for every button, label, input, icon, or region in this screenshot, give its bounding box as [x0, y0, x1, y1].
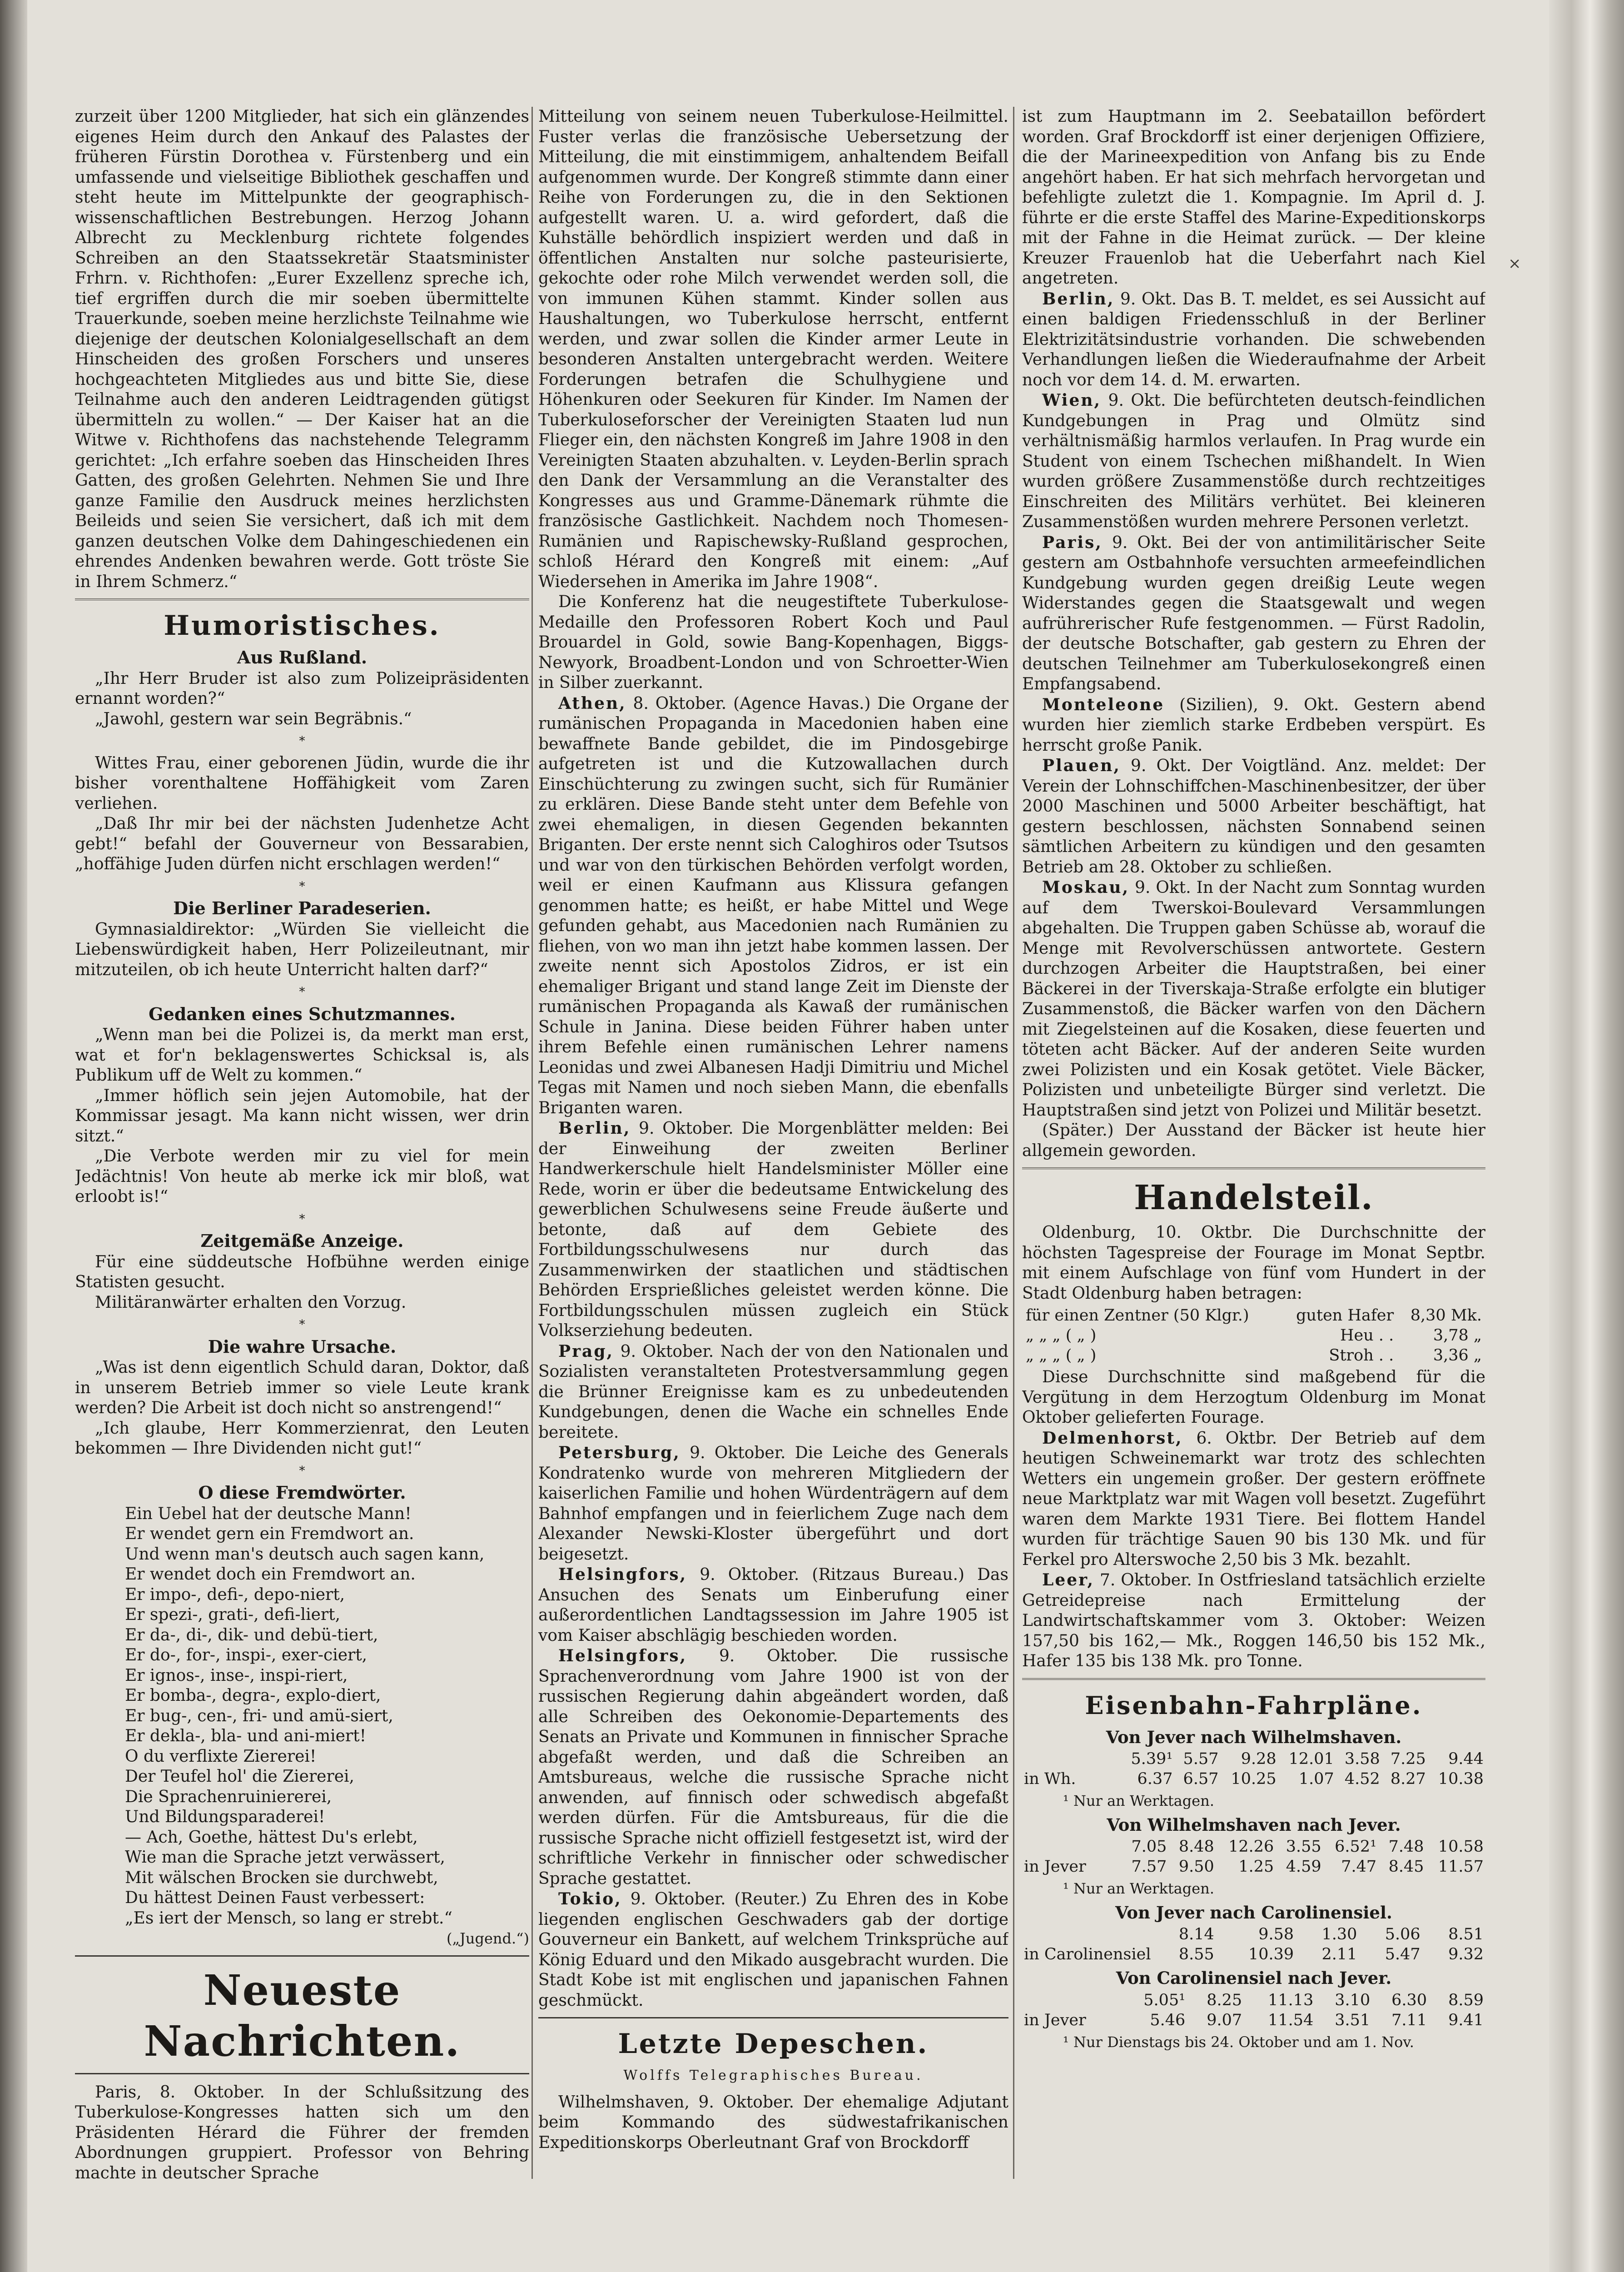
column-right — [1022, 107, 1485, 2197]
poem-line: Der Teufel hol' die Ziererei, — [125, 1767, 354, 1786]
timetable-title: Von Jever nach Wilhelmshaven. — [1106, 1727, 1402, 1747]
poem-title: O diese Fremdwörter. — [198, 1482, 406, 1503]
news-paragraph: Berlin, 9. Oktober. Die Morgenblätter melden: Bei der Einweihung der zweiten Berliner Handwerkerschule hielt Handelsminister Möller eine Rede, worin er über die bedeutsame Entwickelung des gewerblichen Schulwesens seine Freude äußerte und betonte, daß auf dem Gebiete des Fortbildungsschulwesens nur durch das Zusammenwirken der staatlichen und städtischen Behörden Ersprießliches geleistet werden könne. Die Fortbildungsschulen müssen zugleich ein Stück Volkserziehung bedeuten. — [538, 1119, 1008, 1340]
timetable-row — [1022, 1990, 1485, 2010]
humor-paragraph: Für eine süddeutsche Hofbühne werden einige Statisten gesucht. — [75, 1252, 529, 1291]
departure-time: 9.07 — [1207, 2011, 1242, 2029]
departure-time: 1.07 — [1298, 1770, 1334, 1788]
news-paragraph: Wien, 9. Okt. Die befürchteten deutsch-feindlichen Kundgebungen in Prag und Olmütz sind verhältnismäßig harmlos verlaufen. In Prag wurde ein Student von einem Tschechen mißhandelt. In Wien wurden größere Zusammenstöße durch rechtzeitiges Einschreiten des Militärs verhütet. Bei kleineren Zusammenstößen wurden mehrere Personen verletzt. — [1022, 391, 1485, 531]
timetable-row-label: in Carolinensiel — [1024, 1945, 1151, 1963]
dateline: Petersburg, — [558, 1443, 680, 1462]
fodder-price-table — [1022, 1305, 1485, 1365]
dateline: Plauen, — [1042, 756, 1121, 775]
poem-line: Wie man die Sprache jetzt verwässert, — [125, 1848, 445, 1867]
price-cell: Stroh . . — [1329, 1346, 1394, 1365]
departure-time: 1.30 — [1321, 1925, 1357, 1943]
column-rule — [1013, 107, 1014, 2179]
poem-line: Er bug-, cen-, fri- und amü-siert, — [125, 1706, 393, 1725]
timetable-row-label: in Wh. — [1024, 1770, 1076, 1788]
dateline: Wien, — [1042, 391, 1102, 410]
departure-time: 10.58 — [1438, 1838, 1484, 1856]
news-paragraph: Athen, 8. Oktober. (Agence Havas.) Die Organe der rumänischen Propaganda in Macedonien haben eine bewaffnete Bande gebildet, die im Pindosgebirge aufgetreten ist und die Kutzowallachen durch Einschüchterung zu zwingen sucht, sich für Rumänier zu erklären. Diese Bande steht unter dem Befehle von zwei ehemaligen, in diesen Gegenden bekannten Briganten. Der erste nennt sich Caloghiros oder Tsutsos und war von den türkischen Behörden verfolgt worden, weil er einen Kaufmann aus Klissura gefangen genommen hatte; es heißt, er habe Mittel und Wege gefunden gehabt, aus Macedonien nach Rumänien zu fliehen, von wo man ihn jetzt habe kommen lassen. Der zweite nennt sich Apostolos Zidros, er ist ein ehemaliger Brigant und stand lange Zeit im Dienste der rumänischen Propaganda als Kawaß der rumänischen Schule in Janina. Diese beiden Führer haben unter ihrem Befehle einen rumänischen Lehrer namens Leonidas und zwei Albanesen Hadji Dimitriu und Michel Tegas mit Namen und noch sieben Mann, die ebenfalls Briganten waren. — [538, 693, 1008, 1117]
humor-item-title: Zeitgemäße Anzeige. — [200, 1231, 404, 1251]
dispatch-heading: Letzte Depeschen. — [618, 2028, 929, 2060]
paragraph: zurzeit über 1200 Mitglieder, hat sich ein glänzendes eigenes Heim durch den Ankauf des Palastes der früheren Fürstin Dorothea v. Fürstenberg und ein umfassende und vielseitige Bibliothek geschaffen und steht heute im Mittelpunkte der geographisch-wissenschaftlichen Bestrebungen. Herzog Johann Albrecht zu Mecklenburg richtete folgendes Schreiben an den Staatssekretär Staatsminister Frhrn. v. Richthofen: „Eurer Exzellenz spreche ich, tief ergriffen durch die mir soeben übermittelte Trauerkunde, soeben meine herzlichste Teilnahme wie diejenige der deutschen Kolonialgesellschaft an dem Hinscheiden des großen Forschers und unseres hochgeachteten Mitgliedes aus und bitte Sie, diese Teilnahme auch den anderen Leidtragenden gütigst übermitteln zu wollen.“ — Der Kaiser hat an die Witwe v. Richthofens das nachstehende Telegramm gerichtet: „Ich erfahre soeben das Hinscheiden Ihres Gatten, des großen Gelehrten. Nehmen Sie und Ihre ganze Familie den Ausdruck meines herzlichsten Beileids und seien Sie versichert, daß ich mit dem ganzen deutschen Volke dem Dahingeschiedenen ein ehrendes Andenken bewahren werde. Gott tröste Sie in Ihrem Schmerz.“ — [75, 107, 529, 591]
departure-time: 5.57 — [1183, 1750, 1219, 1768]
humor-paragraph: „Was ist denn eigentlich Schuld daran, Doktor, daß in unserem Betrieb immer so viele Leute krank werden? Die Arbeit ist doch nicht so anstrengend!“ — [75, 1358, 529, 1417]
column-rule — [531, 107, 533, 2179]
poem-line: Mit wälschen Brocken sie durchwebt, — [125, 1868, 438, 1887]
departure-time: 8.27 — [1390, 1770, 1426, 1788]
poem-line: Du hättest Deinen Faust verbessert: — [125, 1888, 425, 1907]
news-paragraph: Helsingfors, 9. Oktober. Die russische Sprachenverordnung vom Jahre 1900 ist von der russischen Regierung dahin abgeändert worden, daß alle Schreiben des Oekonomie-Departements des Senats an Private und Kommunen in finnischer Sprache abgefaßt werden, und daß die Schreiben an Amtsbureaus, welche die russische Sprache nicht anwenden, auf finnisch oder schwedisch abgefaßt werden dürfen. Für die Amtsbureaus, für die die russische Sprache nicht offiziell festgesetzt ist, wird der schriftliche Verkehr in finnischer oder schwedischer Sprache gestattet. — [538, 1646, 1008, 1888]
timetable-footnote: ¹ Nur an Werktagen. — [1063, 1792, 1214, 1809]
section-divider — [1022, 1167, 1485, 1169]
departure-time: 8.51 — [1448, 1925, 1484, 1943]
price-cell: Heu . . — [1340, 1326, 1394, 1345]
dispatch-text: Wilhelmshaven, 9. Oktober. Der ehemalige Adjutant beim Kommando des südwestafrikanischen Expeditionskorps Oberleutnant Graf von Brockdorff — [538, 2093, 1008, 2152]
poem-line: — Ach, Goethe, hättest Du's erlebt, — [125, 1828, 418, 1847]
departure-time: 2.11 — [1321, 1945, 1357, 1963]
humor-heading: Humoristisches. — [164, 610, 441, 642]
section-divider — [75, 2073, 529, 2074]
timetable — [1022, 1924, 1485, 1964]
poem-line: O du verflixte Ziererei! — [125, 1747, 317, 1766]
departure-time: 9.50 — [1178, 1858, 1214, 1876]
humor-item-title: Gedanken eines Schutzmannes. — [149, 1003, 456, 1024]
separator-asterisk: * — [299, 734, 305, 748]
separator-asterisk: * — [299, 1212, 305, 1226]
departure-time: 5.47 — [1385, 1945, 1420, 1963]
departure-time: 7.11 — [1391, 2011, 1427, 2029]
humor-paragraph: „Wenn man bei die Polizei is, da merkt man erst, wat et for'n beklagenswertes Schicksal is, als Publikum uff de Welt zu kommen.“ — [75, 1026, 529, 1085]
news-paragraph: Helsingfors, 9. Oktober. (Ritzaus Bureau.) Das Ansuchen des Senats um Einberufung einer außerordentlichen Landtagssession im Jahre 1905 ist vom Kaiser abschlägig beschieden worden. — [538, 1565, 1008, 1645]
newspaper-page — [27, 0, 1549, 2272]
price-cell: für einen Zentner (50 Klgr.) — [1026, 1306, 1249, 1325]
poem-credit: („Jugend.“) — [446, 1930, 529, 1947]
departure-time: 5.06 — [1385, 1925, 1420, 1943]
timetable-row — [1022, 1857, 1485, 1877]
departure-time: 6.57 — [1183, 1770, 1219, 1788]
departure-time: 7.47 — [1341, 1858, 1377, 1876]
dateline: Helsingfors, — [558, 1565, 687, 1584]
humor-item-title: Aus Rußland. — [237, 647, 368, 668]
margin-mark: × — [1508, 254, 1521, 273]
news-paragraph: Mitteilung von seinem neuen Tuberkulose-Heilmittel. Fuster verlas die französische Uebersetzung der Mitteilung, die mit einstimmigem, anhaltendem Beifall aufgenommen wurde. Der Kongreß stimmte dann einer Reihe von Forderungen zu, die in den Sektionen aufgestellt waren. U. a. wird gefordert, daß die Kuhställe behördlich inspiziert werden und daß in öffentlichen Anstalten nur solche pasteurisierte, gekochte oder rohe Milch verwendet werden soll, die von immunen Kühen stammt. Kinder sollen aus Haushaltungen, wo Tuberkulose herrscht, entfernt werden, und zwar sollen die Kinder armer Leute in besonderen Anstalten untergebracht werden. Weitere Forderungen betrafen die Schulhygiene und Höhenkuren oder Seekuren für Kinder. Im Namen der Tuberkuloseforscher der Vereinigten Staaten lud nun Flieger ein, den nächsten Kongreß im Jahre 1908 in den Vereinigten Staaten abzuhalten. v. Leyden-Berlin sprach den Dank der Versammlung an die Veranstalter des Kongresses aus und Gramme-Dänemark rühmte die französische Gastlichkeit. Nachdem noch Thomesen-Rumänien und Rapischewsky-Rußland gesprochen, schloß Hérard den Kongreß mit einem: „Auf Wiedersehen in Amerika im Jahre 1908“. — [538, 107, 1008, 591]
poem-line: „Es iert der Mensch, so lang er strebt.“ — [125, 1908, 452, 1928]
intro-text — [75, 107, 529, 592]
poem-line: Er dekla-, bla- und ani-miert! — [125, 1727, 367, 1745]
dateline: Tokio, — [558, 1889, 622, 1908]
departure-time: 9.28 — [1241, 1750, 1276, 1768]
poem-line: Und wenn man's deutsch auch sagen kann, — [125, 1545, 485, 1564]
departure-time: 7.05 — [1131, 1838, 1167, 1856]
departure-time: 6.37 — [1137, 1770, 1173, 1788]
rail-heading: Eisenbahn-Fahrpläne. — [1085, 1690, 1423, 1720]
timetable-title: Von Wilhelmshaven nach Jever. — [1107, 1814, 1401, 1835]
timetable-row-label: in Jever — [1024, 1858, 1086, 1876]
news-heading: Neueste Nachrichten. — [144, 1965, 461, 2066]
timetable-row — [1022, 1749, 1485, 1769]
humor-paragraph: „Daß Ihr mir bei der nächsten Judenhetze Acht gebt!“ befahl der Gouverneur von Bessarabien, „hoffähige Juden dürfen nicht erschlagen werden!“ — [75, 814, 529, 873]
dateline: Berlin, — [558, 1119, 631, 1138]
departure-time: 8.55 — [1178, 1945, 1214, 1963]
departure-time: 5.05¹ — [1143, 1991, 1186, 2009]
dateline: Moskau, — [1042, 878, 1130, 897]
poem-line: Er wendet doch ein Fremdwort an. — [125, 1565, 416, 1584]
news-paragraph: ist zum Hauptmann im 2. Seebataillon befördert worden. Graf Brockdorff ist einer derjenigen Offiziere, die der Marineexpedition von Anfang bis zu Ende angehört haben. Er hat sich mehrfach hervorgetan und befehligte zuletzt die 1. Kompagnie. Im April d. J. führte er die erste Staffel des Marine-Expeditionskorps mit der Fahne in die Heimat zurück. — Der kleine Kreuzer Frauenlob hat die Ueberfahrt nach Kiel angetreten. — [1022, 107, 1485, 288]
price-cell: 3,36 „ — [1433, 1346, 1482, 1365]
price-cell: „ „ „ ( „ ) — [1026, 1346, 1097, 1365]
poem-line: Er wendet gern ein Fremdwort an. — [125, 1525, 414, 1543]
news-items — [1022, 107, 1485, 1161]
departure-time: 11.54 — [1268, 2011, 1314, 2029]
departure-time: 12.01 — [1288, 1750, 1334, 1768]
departure-time: 8.45 — [1388, 1858, 1424, 1876]
timetable-row-label — [1022, 1749, 1121, 1769]
humor-paragraph: „Jawohl, gestern war sein Begräbnis.“ — [95, 709, 412, 728]
news-paragraph: Monteleone (Sizilien), 9. Okt. Gestern abend wurden hier ziemlich starke Erdbeben verspürt. Es herrscht große Panik. — [1022, 695, 1485, 755]
departure-time: 3.51 — [1335, 2011, 1371, 2029]
departure-time: 3.55 — [1286, 1838, 1321, 1856]
column-left — [75, 107, 529, 2197]
news-paragraph: Die Konferenz hat die neugestiftete Tuberkulose-Medaille den Professoren Robert Koch und Paul Brouardel in Gold, sowie Bang-Kopenhagen, Biggs-Newyork, Broadbent-London und von Schroetter-Wien in Silber zuerkannt. — [538, 593, 1008, 692]
price-row — [1022, 1345, 1485, 1365]
news-items — [538, 107, 1008, 2011]
timetable-title: Von Carolinensiel nach Jever. — [1116, 1968, 1392, 1988]
news-paragraph: (Später.) Der Ausstand der Bäcker ist heute hier allgemein geworden. — [1022, 1121, 1485, 1160]
timetable-footnote: ¹ Nur Dienstags bis 24. Oktober und am 1. Nov. — [1063, 2033, 1414, 2051]
news-paragraph: Prag, 9. Oktober. Nach der von den Nationalen und Sozialisten veranstalteten Protestversammlung gegen die Brünner Ereignisse kam es zu unbedeutenden Kundgebungen, denen die Wache ein schnelles Ende bereitete. — [538, 1341, 1008, 1442]
timetable-title: Von Jever nach Carolinensiel. — [1115, 1902, 1392, 1923]
price-cell: „ „ „ ( „ ) — [1026, 1326, 1097, 1345]
humor-paragraph: Gymnasialdirektor: „Würden Sie vielleicht die Liebenswürdigkeit haben, Herr Polizeileutnant, mir mitzuteilen, ob ich heute Unterricht halten darf?“ — [75, 920, 529, 979]
section-divider — [1022, 1678, 1485, 1680]
timetable-row-label — [1022, 1837, 1121, 1857]
timetable-row — [1022, 1837, 1485, 1857]
timetable — [1022, 1837, 1485, 1877]
dateline: Monteleone — [1042, 695, 1165, 714]
news-paragraph: Petersburg, 9. Oktober. Die Leiche des Generals Kondratenko wurde von mehreren Mitgliedern der kaiserlichen Familie und hohen Würdenträgern auf dem Bahnhof empfangen und in feierlichem Zuge nach dem Alexander Newski-Kloster übergeführt und dort beigesetzt. — [538, 1443, 1008, 1564]
departure-time: 8.59 — [1448, 1991, 1484, 2009]
departure-time: 6.30 — [1391, 1991, 1427, 2009]
departure-time: 8.14 — [1178, 1925, 1214, 1943]
news-paragraph: Paris, 9. Okt. Bei der von antimilitärischer Seite gestern am Ostbahnhofe versuchten armeefeindlichen Kundgebung wurden gegen dreißig Leute wegen Widerstandes gegen die Staatsgewalt und wegen aufrührerischer Rufe festgenommen. — Fürst Radolin, der deutsche Botschafter, gab gestern zu Ehren der deutschen Teilnehmer am Tuberkulosekongreß einen Empfangsabend. — [1022, 533, 1485, 693]
timetable — [1022, 1749, 1485, 1789]
news-paragraph: Moskau, 9. Okt. In der Nacht zum Sonntag wurden auf dem Twerskoi-Boulevard Versammlungen abgehalten. Die Truppen gaben Schüsse ab, worauf die Menge mit Revolverschüssen antwortete. Gestern durchzogen Arbeiter die Hauptstraßen, bei einer Bäckerei in der Tiverskaja-Straße erfolgte ein blutiger Zusammenstoß, die Bäcker warfen von den Dächern mit Ziegelsteinen auf die Kosaken, diese feuerten und töteten acht Bäcker. Auf der anderen Seite wurden zwei Polizisten und ein Kosak getötet. Viele Bäcker, Polizisten und unbeteiligte Bürger sind verletzt. Die Hauptstraßen sind jetzt von Polizei und Militär besetzt. — [1022, 878, 1485, 1120]
poem-line: Er do-, for-, inspi-, exer-ciert, — [125, 1646, 368, 1664]
timetable-row — [1022, 1944, 1485, 1964]
dateline: Helsingfors, — [558, 1646, 687, 1665]
poem-line: Er da-, di-, dik- und debü-tiert, — [125, 1625, 378, 1644]
departure-time: 5.46 — [1150, 2011, 1186, 2029]
poem-line: Er spezi-, grati-, defi-liert, — [125, 1605, 341, 1624]
departure-time: 10.25 — [1231, 1770, 1276, 1788]
trade-note: Diese Durchschnitte sind maßgebend für die Vergütung in dem Herzogtum Oldenburg im Monat Oktober gelieferten Fourage. — [1022, 1368, 1485, 1427]
timetable-footnote: ¹ Nur an Werktagen. — [1063, 1880, 1214, 1897]
separator-asterisk: * — [299, 1318, 305, 1331]
poem — [75, 1504, 529, 1929]
departure-time: 4.52 — [1344, 1770, 1380, 1788]
section-divider — [75, 1955, 529, 1957]
departure-time: 10.39 — [1248, 1945, 1294, 1963]
news-paragraph: Berlin, 9. Okt. Das B. T. meldet, es sei Aussicht auf einen baldigen Friedensschluß in der Berliner Elektrizitätsindustrie vorhanden. Die schwebenden Verhandlungen ließen die Wiederaufnahme der Arbeit noch vor dem 14. d. M. erwarten. — [1022, 289, 1485, 389]
trade-paragraph: Leer, 7. Oktober. In Ostfriesland tatsächlich erzielte Getreidepreise nach Ermittelung der Landwirtschaftskammer vom 3. Oktober: Weizen 157,50 bis 162,— Mk., Roggen 146,50 bis 152 Mk., Hafer 135 bis 138 Mk. pro Tonne. — [1022, 1570, 1485, 1670]
separator-asterisk: * — [299, 879, 305, 893]
section-divider — [538, 2017, 1008, 2018]
poem-line: Ein Uebel hat der deutsche Mann! — [125, 1504, 412, 1523]
humor-paragraph: Militäranwärter erhalten den Vorzug. — [95, 1293, 407, 1312]
departure-time: 5.39¹ — [1131, 1750, 1173, 1768]
trade-intro: Oldenburg, 10. Oktbr. Die Durchschnitte der höchsten Tagespreise der Fourage im Monat Septbr. mit einem Aufschlage von fünf vom Hundert in der Stadt Oldenburg haben betragen: — [1022, 1223, 1485, 1303]
price-cell: 3,78 „ — [1433, 1326, 1482, 1345]
timetable-row — [1022, 1924, 1485, 1944]
humor-paragraph: „Ihr Herr Bruder ist also zum Polizeipräsidenten ernannt worden?“ — [75, 669, 529, 708]
departure-time: 9.41 — [1448, 2011, 1484, 2029]
poem-line: Und Bildungsparaderei! — [125, 1808, 325, 1826]
departure-time: 9.58 — [1258, 1925, 1294, 1943]
dateline: Prag, — [558, 1341, 614, 1361]
dateline: Leer, — [1042, 1570, 1095, 1589]
departure-time: 7.25 — [1390, 1750, 1426, 1768]
departure-time: 1.25 — [1238, 1858, 1274, 1876]
scan-page-stack-edge — [1549, 0, 1624, 2272]
departure-time: 11.57 — [1438, 1858, 1484, 1876]
price-cell: 8,30 Mk. — [1410, 1306, 1482, 1325]
dateline: Paris, — [1042, 533, 1103, 552]
trade-items — [1022, 1428, 1485, 1672]
departure-time: 3.10 — [1335, 1991, 1371, 2009]
timetable-row-label — [1022, 1990, 1121, 2010]
departure-time: 9.44 — [1448, 1750, 1484, 1768]
departure-time: 9.32 — [1448, 1945, 1484, 1963]
departure-time: 11.13 — [1268, 1991, 1314, 2009]
news-paragraph: Tokio, 9. Oktober. (Reuter.) Zu Ehren des in Kobe liegenden englischen Geschwaders gab der dortige Gouverneur ein Bankett, auf welchem Trinksprüche auf König Eduard und den Mikado ausgebracht wurden. Die Stadt Kobe ist mit englischen und japanischen Fahnen geschmückt. — [538, 1889, 1008, 2010]
timetable-row-label: in Jever — [1024, 2011, 1086, 2029]
section-divider — [75, 598, 529, 600]
dateline: Berlin, — [1042, 289, 1115, 309]
news-paragraph: Plauen, 9. Okt. Der Voigtländ. Anz. meldet: Der Verein der Lohnschiffchen-Maschinenbesitzer, der über 2000 Maschinen und 5000 Arbeiter beschäftigt, hat gestern beschlossen, nächsten Sonnabend seinen sämtlichen Arbeitern zu kündigen und den gesamten Betrieb am 28. Oktober zu schließen. — [1022, 756, 1485, 877]
timetable-row — [1022, 1769, 1485, 1789]
departure-time: 7.48 — [1388, 1838, 1424, 1856]
humor-paragraph: „Die Verbote werden mir zu viel for mein Jedächtnis! Von heute ab merke ick mir bloß, wat erloobt is!“ — [75, 1147, 529, 1206]
separator-asterisk: * — [299, 1464, 305, 1478]
departure-time: 6.52¹ — [1335, 1838, 1377, 1856]
timetable-row-label — [1022, 1924, 1153, 1944]
humor-paragraph: „Ich glaube, Herr Kommerzienrat, den Leuten bekommen — Ihre Dividenden nicht gut!“ — [75, 1419, 529, 1458]
humor-item-title: Die Berliner Paradeserien. — [173, 898, 431, 918]
separator-asterisk: * — [299, 985, 305, 999]
departure-time: 7.57 — [1131, 1858, 1167, 1876]
poem-line: Die Sprachenruiniererei, — [125, 1787, 332, 1806]
timetable-row — [1022, 2010, 1485, 2030]
news-intro: Paris, 8. Oktober. In der Schlußsitzung des Tuberkulose-Kongresses hatten sich um den Präsidenten Hérard die Führer der fremden Abordnungen gruppiert. Professor von Behring machte in deutscher Sprache — [75, 2083, 529, 2182]
departure-time: 8.48 — [1178, 1838, 1214, 1856]
trade-heading: Handelsteil. — [1134, 1178, 1374, 1217]
dispatch-source: Wolffs Telegraphisches Bureau. — [623, 2068, 924, 2083]
departure-time: 4.59 — [1286, 1858, 1321, 1876]
dateline: Athen, — [558, 693, 626, 713]
departure-time: 10.38 — [1438, 1770, 1484, 1788]
humor-paragraph: „Immer höflich sein jejen Automobile, hat der Kommissar jesagt. Ma kann nicht wissen, wer drin sitzt.“ — [75, 1086, 529, 1146]
rail-timetables — [1022, 1727, 1485, 2053]
poem-line: Er bomba-, degra-, explo-diert, — [125, 1686, 381, 1705]
timetable — [1022, 1990, 1485, 2030]
dateline: Delmenhorst, — [1042, 1428, 1183, 1448]
scan-binding-edge — [0, 0, 27, 2272]
price-row — [1022, 1305, 1485, 1325]
poem-line: Er ignos-, inse-, inspi-riert, — [125, 1666, 348, 1685]
column-middle — [538, 107, 1008, 2197]
trade-paragraph: Delmenhorst, 6. Oktbr. Der Betrieb auf dem heutigen Schweinemarkt war trotz des schlechten Wetters ein ungemein großer. Der gestern eröffnete neue Marktplatz war mit Wagen voll besetzt. Zugeführt waren dem Markte 1931 Tiere. Bei flottem Handel wurden für trächtige Sauen 90 bis 130 Mk. und für Ferkel pro Alterswoche 2,50 bis 3 Mk. bezahlt. — [1022, 1428, 1485, 1569]
price-cell: guten Hafer — [1296, 1306, 1394, 1325]
departure-time: 8.25 — [1207, 1991, 1242, 2009]
humor-paragraph: Wittes Frau, einer geborenen Jüdin, wurde die ihr bisher vorenthaltene Hoffähigkeit vom Zaren verliehen. — [75, 753, 529, 813]
price-row — [1022, 1325, 1485, 1345]
departure-time: 3.58 — [1344, 1750, 1380, 1768]
poem-line: Er impo-, defi-, depo-niert, — [125, 1585, 345, 1604]
departure-time: 12.26 — [1228, 1838, 1274, 1856]
humor-section — [75, 648, 529, 1481]
humor-item-title: Die wahre Ursache. — [208, 1336, 397, 1357]
